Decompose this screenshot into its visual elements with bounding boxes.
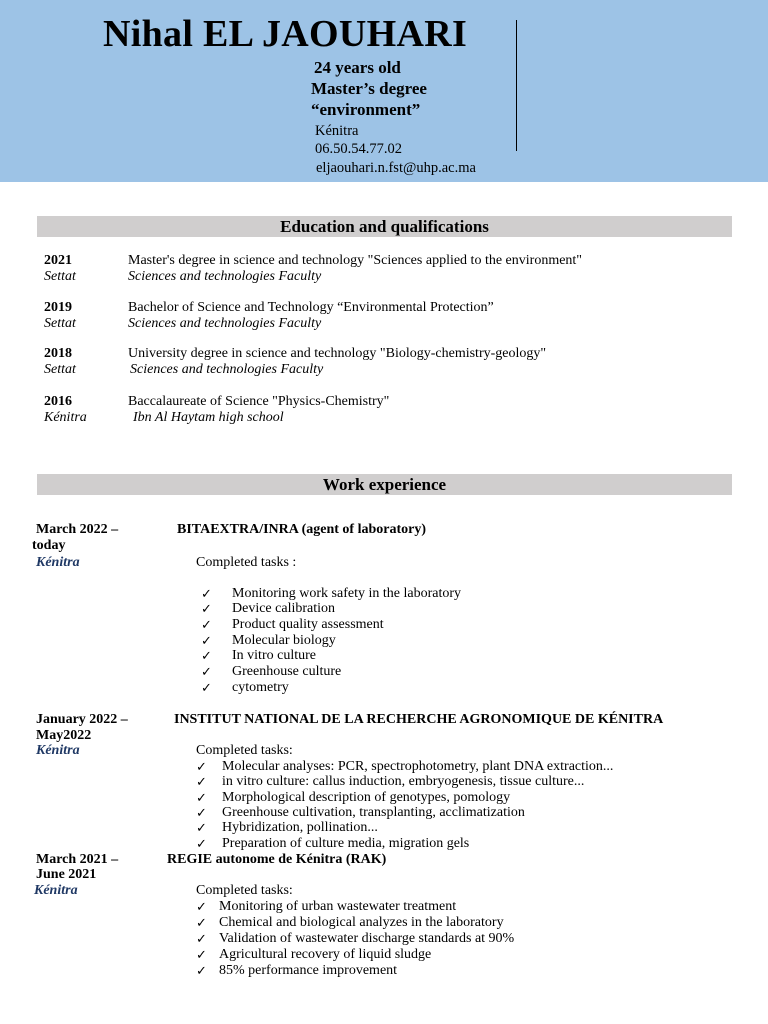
task-item: in vitro culture: callus induction, embryogenesis, tissue culture... [222,774,585,789]
task-item: Greenhouse cultivation, transplanting, acclimatization [222,805,525,820]
check-icon: ✓ [201,680,212,695]
header-divider [516,20,517,151]
check-icon: ✓ [196,805,207,820]
age: 24 years old [314,58,401,77]
check-icon: ✓ [201,586,212,601]
job-date: today [32,538,66,553]
check-icon: ✓ [201,648,212,663]
check-icon: ✓ [196,790,207,805]
task-item: Preparation of culture media, migration gels [222,836,470,851]
check-icon: ✓ [201,664,212,679]
task-item: Monitoring of urban wastewater treatment [219,899,457,914]
edu-degree: Master's degree in science and technology "Sciences applied to the environment" [128,253,583,268]
degree-line-2: “environment” [311,100,421,119]
edu-year: 2021 [44,253,72,268]
candidate-name: Nihal EL JAOUHARI [103,13,468,55]
task-item: Monitoring work safety in the laboratory [232,586,462,601]
job-date: January 2022 – [36,712,128,727]
job-date: March 2022 – [36,522,119,537]
check-icon: ✓ [196,759,207,774]
edu-place: Settat [44,362,76,377]
check-icon: ✓ [196,836,207,851]
check-icon: ✓ [201,617,212,632]
edu-place: Settat [44,269,76,284]
edu-degree: Bachelor of Science and Technology “Environmental Protection” [128,300,494,315]
edu-institution: Ibn Al Haytam high school [133,410,284,425]
edu-degree: Baccalaureate of Science "Physics-Chemistry" [128,394,390,409]
task-item: Hybridization, pollination... [222,820,378,835]
edu-place: Settat [44,316,76,331]
tasks-label: Completed tasks : [196,555,297,570]
check-icon: ✓ [196,774,207,789]
edu-year: 2019 [44,300,72,315]
degree-line-1: Master’s degree [311,79,427,98]
task-item: Morphological description of genotypes, pomology [222,790,511,805]
task-item: Molecular analyses: PCR, spectrophotometry, plant DNA extraction... [222,759,614,774]
task-item: Molecular biology [232,633,336,648]
phone: 06.50.54.77.02 [315,141,402,157]
city: Kénitra [315,123,359,139]
edu-year: 2016 [44,394,72,409]
check-icon: ✓ [196,820,207,835]
job-date: May2022 [36,728,92,743]
tasks-label: Completed tasks: [196,743,293,758]
task-item: Chemical and biological analyzes in the laboratory [219,915,504,930]
check-icon: ✓ [201,601,212,616]
job-employer: INSTITUT NATIONAL DE LA RECHERCHE AGRONOMIQUE DE KÉNITRA [174,712,664,727]
task-item: Validation of wastewater discharge standards at 90% [219,931,515,946]
education-section-title: Education and qualifications [37,216,732,237]
edu-institution: Sciences and technologies Faculty [128,316,322,331]
job-date: June 2021 [36,867,97,882]
task-item: Device calibration [232,601,336,616]
edu-institution: Sciences and technologies Faculty [128,269,322,284]
edu-institution: Sciences and technologies Faculty [130,362,324,377]
experience-section-title: Work experience [37,474,732,495]
task-item: In vitro culture [232,648,316,663]
edu-place: Kénitra [44,410,87,425]
task-item: 85% performance improvement [219,963,398,978]
check-icon: ✓ [196,915,207,930]
check-icon: ✓ [196,899,207,914]
check-icon: ✓ [196,963,207,978]
job-date: March 2021 – [36,852,119,867]
edu-degree: University degree in science and technology "Biology-chemistry-geology" [128,346,547,361]
check-icon: ✓ [196,931,207,946]
task-item: cytometry [232,680,289,695]
check-icon: ✓ [201,633,212,648]
task-item: Product quality assessment [232,617,384,632]
check-icon: ✓ [196,947,207,962]
tasks-label: Completed tasks: [196,883,293,898]
task-item: Greenhouse culture [232,664,342,679]
job-employer: REGIE autonome de Kénitra (RAK) [167,852,387,867]
job-place: Kénitra [36,555,80,570]
edu-year: 2018 [44,346,72,361]
email: eljaouhari.n.fst@uhp.ac.ma [316,160,476,176]
job-employer: BITAEXTRA/INRA (agent of laboratory) [177,522,427,537]
job-place: Kénitra [36,743,80,758]
job-place: Kénitra [34,883,78,898]
task-item: Agricultural recovery of liquid sludge [219,947,432,962]
